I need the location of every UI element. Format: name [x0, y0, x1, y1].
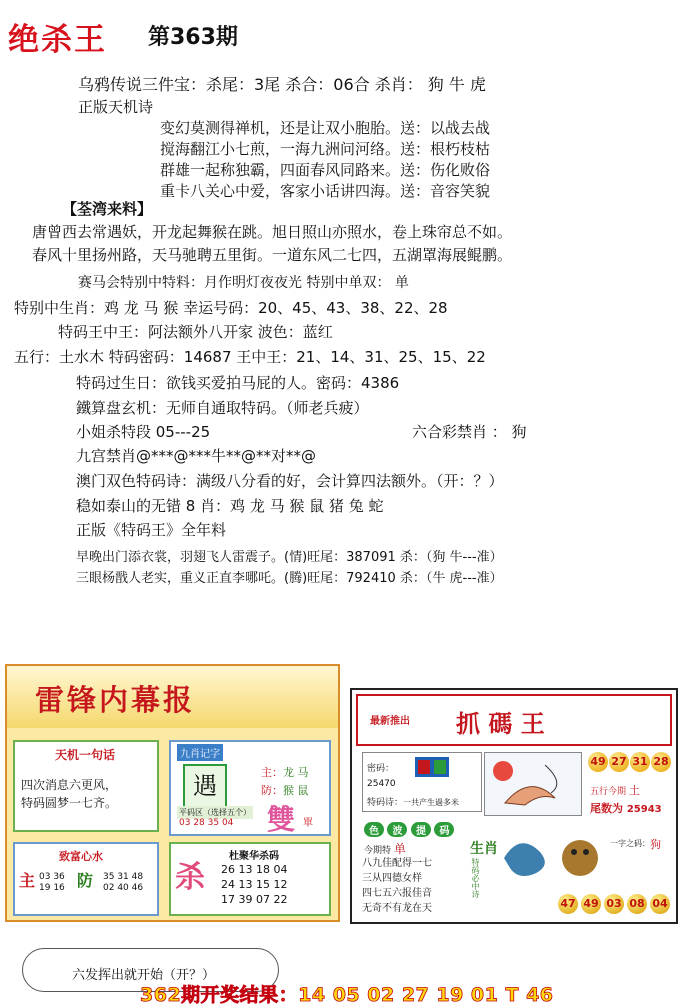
- nums-b: [103, 872, 143, 894]
- dan-char: 單: [303, 818, 313, 829]
- pill: 码: [434, 822, 454, 837]
- ping-label: 平码区（选择五个）: [179, 808, 251, 817]
- right-poem: [362, 856, 432, 916]
- right-poem-line: 三从四德女样: [362, 873, 422, 884]
- ball-top-1: 49: [588, 752, 608, 772]
- wuhang-value: 土: [628, 784, 640, 797]
- wuhang-label: 五行今期: [590, 787, 627, 797]
- taiwan-block: [32, 221, 512, 267]
- zhuama-tag: 最新推出: [370, 716, 410, 727]
- sha-nums: [221, 862, 287, 907]
- xin-label: 特码必中诗: [471, 858, 480, 898]
- nums-b-line: 35 31 48: [103, 872, 144, 882]
- wei-row: [590, 800, 662, 816]
- ping-nums: 03 28 35 04: [179, 818, 234, 828]
- pill-row: [364, 822, 454, 837]
- line-zaowan: 早晚出门添衣裳，羽翅飞人雷震子。(情)旺尾：387091 杀：（狗 牛---准）: [76, 550, 503, 565]
- sha-num-line: 17 39 07 22: [221, 893, 288, 906]
- logo-icon: [415, 757, 449, 777]
- zhuama-header: [356, 694, 672, 746]
- ball-bottom-2: 49: [581, 894, 601, 914]
- pill: 波: [387, 822, 407, 837]
- line-temawang: 特码王中王：阿法额外八开家 波色：蓝红: [58, 323, 333, 341]
- poem-line: 重卡八关心中爱，客家小话讲四海。送：音容笑貌: [160, 182, 491, 200]
- line-jinxiao: 六合彩禁肖 ： 狗: [412, 423, 527, 441]
- line-xiaojie: 小姐杀特段 05---25: [76, 423, 211, 441]
- gou-value: 狗: [650, 838, 661, 851]
- poem-line: 变幻莫测得禅机，还是让双小胞胎。送：以战去战: [160, 119, 491, 137]
- nums-a-line: 19 16: [39, 883, 65, 893]
- line-tianji-label: 正版天机诗: [78, 98, 154, 116]
- nums-a-line: 03 36: [39, 872, 65, 882]
- logo-green-block: [434, 760, 446, 774]
- line-aomen: 澳门双色特码诗：满级八分看的好，会计算四法额外。（开：？）: [76, 472, 504, 490]
- tema-value: 一共产生過多米: [403, 798, 460, 807]
- sha-title: 杜聚华杀码: [229, 851, 279, 862]
- mima-label: 密码：: [367, 764, 395, 774]
- illustration: [484, 752, 582, 816]
- taiwan-line: 春风十里扬州路，天马驰聘五里街。一道东风二七四，五湖罩海展鲲鹏。: [32, 246, 513, 264]
- tianji-text: [21, 776, 117, 812]
- sha-panel: [169, 842, 331, 916]
- ball-top-4: 28: [651, 752, 671, 772]
- leifeng-image: [5, 664, 340, 922]
- ball-top-3: 31: [630, 752, 650, 772]
- illustration-drawing: [485, 753, 581, 815]
- leifeng-title: 雷锋内幕报: [35, 683, 196, 717]
- jin-label: 今期特: [364, 846, 392, 856]
- fang-label: 防：: [261, 784, 283, 797]
- xinshui-panel: [13, 842, 159, 916]
- fang2-char: 防: [77, 871, 94, 890]
- zhu2-char: 主: [19, 871, 36, 890]
- line-wuxing: 五行：土水木 特码密码：14687 王中王：21、14、31、25、15、22: [14, 348, 486, 366]
- zhuamawang-image: [350, 688, 678, 924]
- draw-result: 362期开奖结果：14 05 02 27 19 01 T 46: [140, 984, 554, 1006]
- zhuama-title: 抓 碼 王: [456, 709, 545, 738]
- ball-bottom-4: 08: [627, 894, 647, 914]
- poem-line: 搅海翻江小七煎，一海九洲问河络。送：根朽枝枯: [160, 140, 491, 158]
- nums-b-line: 02 40 46: [103, 883, 144, 893]
- tianji-line: 特码圆梦一七齐。: [21, 796, 118, 810]
- dragon-tiger-illustration: [500, 822, 612, 886]
- line-saimahui: 赛马会特别中特料：月作明灯夜夜光 特别中单双： 单: [78, 275, 409, 291]
- yu-char: 遇: [183, 764, 227, 808]
- sha-num-line: 26 13 18 04: [221, 863, 288, 876]
- yizi-label: 一字之码：: [610, 839, 650, 848]
- poem-line: 群雄一起称独霸，四面春风同路来。送：伤化败俗: [160, 161, 491, 179]
- line-zhengban: 正版《特码王》全年料: [76, 521, 227, 539]
- mima-value: 25470: [367, 779, 396, 789]
- issue-number: 第363期: [148, 25, 238, 50]
- ball-top-2: 27: [609, 752, 629, 772]
- wuhang-row: [590, 782, 640, 798]
- ball-bottom-5: 04: [650, 894, 670, 914]
- sha-num-line: 24 13 15 12: [221, 878, 288, 891]
- line-shengri: 特码过生日：欲钱买爱拍马屁的人。密码：4386: [76, 374, 400, 392]
- line-wencuo: 稳如泰山的无错 8 肖：鸡 龙 马 猴 鼠 猪 兔 蛇: [76, 497, 384, 515]
- line-sanyan: 三眼杨戬人老实，重义正直李哪吒。(腾)旺尾：792410 杀：（牛 虎---准）: [76, 571, 503, 586]
- poem-block: [160, 118, 490, 202]
- dragon-tiger-drawing: [500, 822, 612, 886]
- fang-value: 猴 鼠: [283, 784, 309, 797]
- wei-label: 尾数为: [590, 802, 623, 815]
- taiwan-line: 唐曾西去常遇妖，开龙起舞猴在跳。旭日照山亦照水，卷上珠帘总不如。: [32, 223, 513, 241]
- dan-value: 单: [393, 842, 406, 856]
- tianji-label: 天机一句话: [55, 748, 116, 762]
- tema-row: [367, 795, 459, 808]
- leifeng-header: [7, 666, 338, 728]
- logo-red-block: [418, 760, 430, 774]
- right-poem-line: 八九佳配得一七: [362, 858, 432, 869]
- zhu-label: 主：: [261, 766, 283, 779]
- xinshui-label: 致富心水: [59, 850, 103, 863]
- tianji-line: 四次消息六更风，: [21, 778, 118, 792]
- nums-a: [39, 872, 65, 894]
- line-wuya: 乌鸦传说三件宝：杀尾：3尾 杀合：06合 杀肖： 狗 牛 虎: [78, 75, 486, 94]
- bubble-text: 六发挥出就开始（开？）: [72, 968, 216, 983]
- zhu-row: [261, 764, 309, 780]
- line-jiugong: 九宫禁肖@***@***牛**@**对**@: [76, 447, 317, 465]
- pill: 提: [411, 822, 431, 837]
- shengxiao-label: 生肖: [470, 841, 498, 857]
- jin-row: [364, 840, 406, 857]
- line-tiesuan: 鐵算盘玄机：无师自通取特码。（师老兵疲）: [76, 399, 369, 417]
- wei-value: 25943: [626, 804, 662, 815]
- jiuxiao-panel: [169, 740, 331, 836]
- zhu-value: 龙 马: [283, 766, 309, 779]
- sha-char: 杀: [175, 860, 205, 895]
- shuang-char: 雙: [267, 803, 296, 836]
- right-poem-line: 四七五六报佳音: [362, 888, 432, 899]
- mima-box: [362, 752, 482, 812]
- fang-row: [261, 782, 309, 798]
- taiwan-label: 【荃湾来料】: [62, 200, 153, 218]
- tema-label: 特码诗：: [367, 798, 404, 808]
- jiuxiao-label: 九肖记字: [177, 744, 223, 761]
- ball-bottom-1: 47: [558, 894, 578, 914]
- ball-bottom-3: 03: [604, 894, 624, 914]
- line-shengxiao: 特别中生肖：鸡 龙 马 猴 幸运号码：20、45、43、38、22、28: [14, 299, 448, 317]
- page-title: 绝杀王: [8, 22, 107, 58]
- right-poem-line: 无奇不有龙在天: [362, 903, 432, 914]
- tianji-panel: [13, 740, 159, 832]
- pill: 色: [364, 822, 384, 837]
